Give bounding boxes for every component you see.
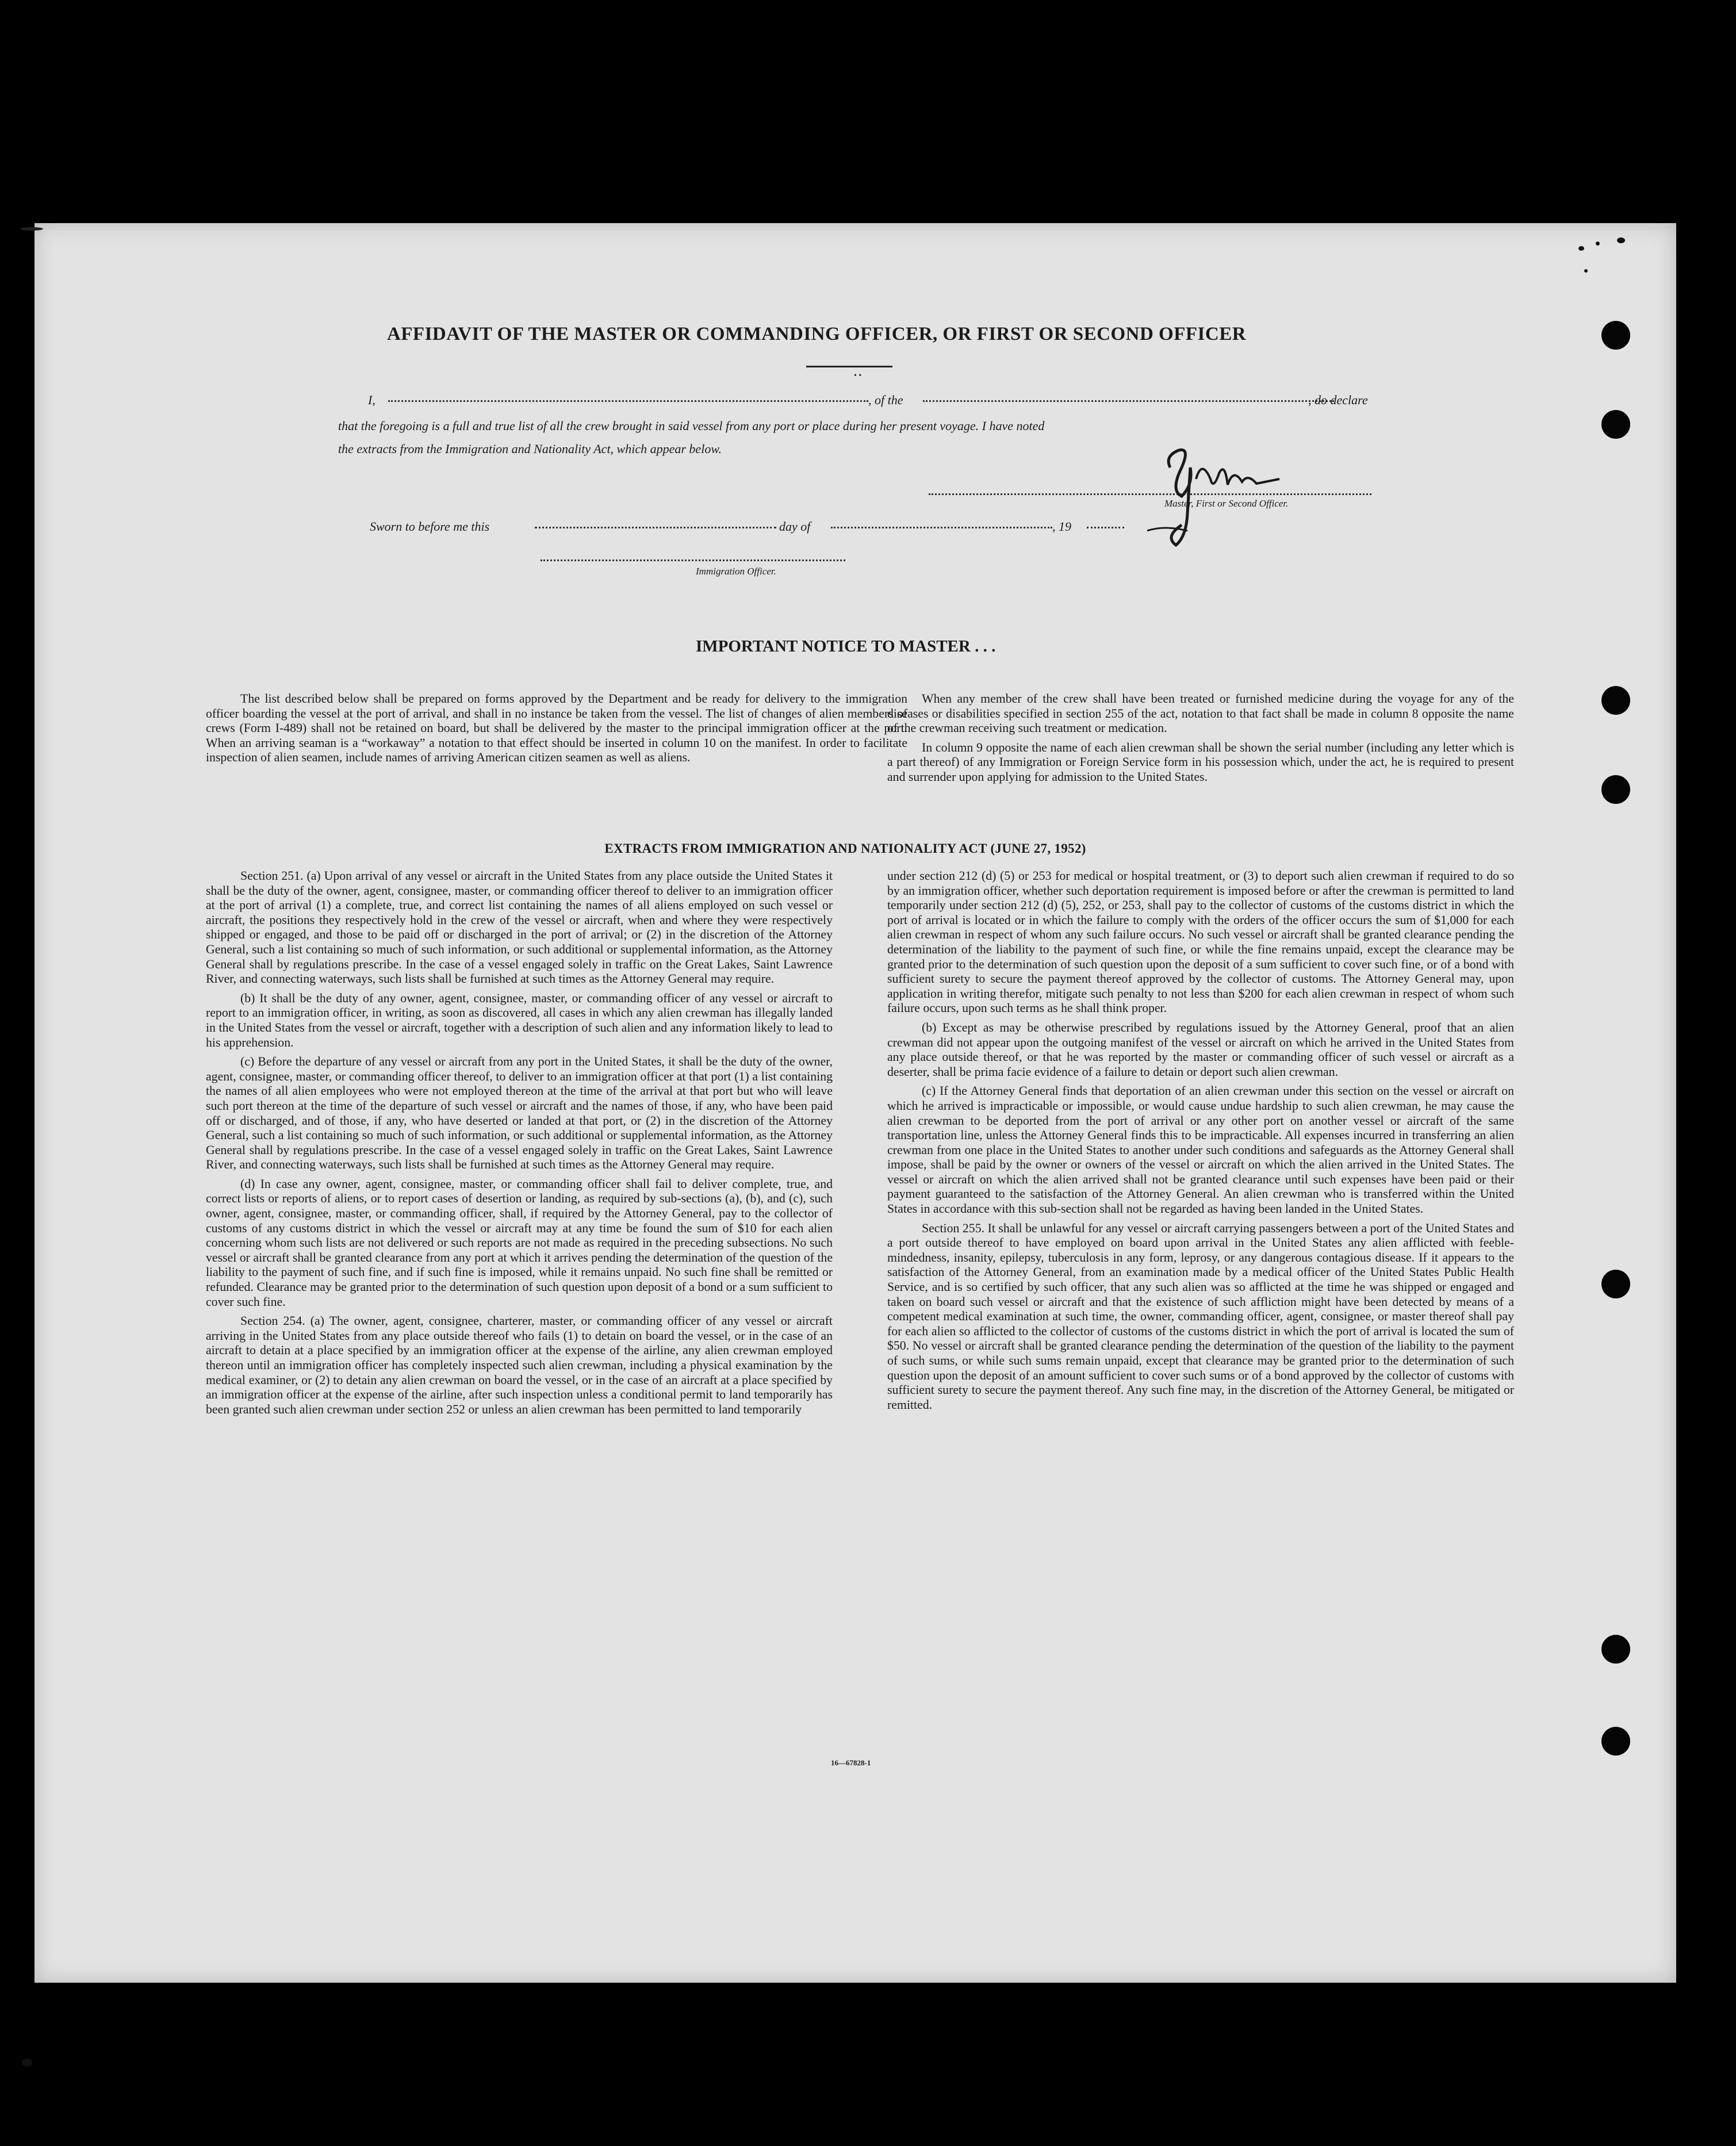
section-254-a-continued: under section 212 (d) (5) or 253 for medical or hospital treatment, or (3) to deport such alien crewman if required to do so by an immigration officer, whether such deportation requirement is imposed before or after the crewman is permitted to land temporarily under section 212 (d) (5), 252, or 253, shall pay to the collector of customs of the customs district in which the port of arrival is located or in which the failure to comply with the orders of the officer occurs the sum of $1,000 for each alien crewman in respect of whom any such failure occurs. No such vessel or aircraft shall be granted clearance pending the determination of the liability to the payment of such fine, or while the fine remains unpaid, except the clearance may be granted prior to the determination of such question upon the deposit of a sum sufficient to cover such fine, or of a bond with sufficient surety to secure the payment thereof approved by the collector of customs. The Attorney General may, upon application in writing therefor, mitigate such penalty to not less than $200 for each alien crewman in respect of whom such failure occurs, upon such terms as he shall think proper. <box>887 869 1514 1015</box>
punch-hole <box>1601 321 1630 350</box>
notice-right-paragraph-1: When any member of the crew shall have been treated or furnished medicine during the voyage for any of the diseases or disabilities specified in section 255 of the act, notation to that fact shall be made in column 8 opposite the name of the crewman receiving such treatment or medication. <box>887 692 1514 735</box>
speck <box>1578 246 1584 251</box>
year-label: , 19 <box>1052 519 1071 534</box>
punch-hole <box>1601 1727 1630 1756</box>
punch-hole <box>1601 1270 1630 1298</box>
affidavit-statement-line: that the foregoing is a full and true list of all the crew brought in said vessel from any port or place during her present voyage. I have noted <box>338 419 1045 433</box>
immigration-officer-label: Immigration Officer. <box>696 566 776 577</box>
punch-hole <box>1601 410 1630 439</box>
affidavit-title: AFFIDAVIT OF THE MASTER OR COMMANDING OFFICER, OR FIRST OR SECOND OFFICER <box>386 324 1247 344</box>
name-blank[interactable] <box>388 400 868 402</box>
section-255: Section 255. It shall be unlawful for any vessel or aircraft carrying passengers between a port of the United States and a port outside thereof to have employed on board upon arrival in the United States any alien afflicted with feeble-mindedness, insanity, epilepsy, tuberculosis in any form, leprosy, or any dangerous contagious disease. If it appears to the satisfaction of the Attorney General, from an examination made by a medical officer of the United States Public Health Service, and is so certified by such officer, that any such alien was so afflicted at the time he was shipped or engaged and taken on board such vessel or aircraft and that the existence of such affliction might have been detected by means of a competent medical examination at such time, the owner, commanding officer, agent, consignee, or master thereof shall pay for each alien so afflicted to the collector of customs of the customs district in which the port of arrival is located the sum of $50. No vessel or aircraft shall be granted clearance pending the determination of the question of the liability to the payment of such sums, or while such sums remain unpaid, except that clearance may be granted prior to the determination of such question upon the deposit of an amount sufficient to cover such sums or of a bond approved by the collector of customs with sufficient surety to secure the payment thereof. Any such fine may, in the discretion of the Attorney General, be mitigated or remitted. <box>887 1221 1514 1412</box>
day-of-label: day of <box>779 519 811 534</box>
section-251-a: Section 251. (a) Upon arrival of any vessel or aircraft in the United States from any place outside the United States it shall be the duty of the owner, agent, consignee, master, or commanding officer thereof to deliver to an immigration officer at the port of arrival (1) a complete, true, and correct list containing the names of all aliens employed on such vessel or aircraft, the positions they respectively hold in the crew of the vessel or aircraft, when and where they were respectively shipped or engaged, and those to be paid off or discharged in the port of arrival; or (2) in the discretion of the Attorney General, such a list containing so much of such information, or such additional or supplemental information, as the Attorney General shall by regulations prescribe. In the case of a vessel engaged solely in traffic on the Great Lakes, Saint Lawrence River, and connecting waterways, such lists shall be furnished at such times as the Attorney General may require. <box>206 869 833 986</box>
vessel-blank[interactable] <box>923 400 1334 402</box>
speck <box>1584 269 1588 273</box>
extracts-title: EXTRACTS FROM IMMIGRATION AND NATIONALITY ACT (JUNE 27, 1952) <box>604 841 1086 856</box>
extracts-left-column <box>206 869 833 1421</box>
notice-right-column <box>887 692 1514 790</box>
section-254-b: (b) Except as may be otherwise prescribed by regulations issued by the Attorney General, proof that an alien crewman did not appear upon the outgoing manifest of the vessel or aircraft on which he arrived in the United States from any place outside thereof, or that he was reported by the master or commanding officer of such vessel or aircraft as a deserter, shall be prima facie evidence of a failure to detain or deport such alien crewman. <box>887 1020 1514 1079</box>
immigration-officer-signature-line[interactable] <box>541 560 845 561</box>
title-rule <box>806 366 892 367</box>
notice-left-column <box>206 692 907 770</box>
form-code: 16—67828-1 <box>831 1758 871 1767</box>
speck <box>1617 237 1625 243</box>
notice-left-paragraph: The list described below shall be prepared on forms approved by the Department and be ready for delivery to the immigration officer boarding the vessel at the port of arrival, and shall in no instance be taken from the vessel. The list of changes of alien members of crews (Form I-489) shall not be retained on board, but shall be delivered by the master to the principal immigration officer at the port. When an arriving seaman is a “workaway” a notation to that effect should be inserted in column 10 on the manifest. In order to facilitate inspection of alien seamen, include names of arriving American citizen seamen as well as aliens. <box>206 692 907 765</box>
notice-title: IMPORTANT NOTICE TO MASTER . . . <box>696 637 996 656</box>
punch-hole <box>1601 775 1630 804</box>
speck <box>1596 242 1600 246</box>
section-251-c: (c) Before the departure of any vessel or aircraft from any port in the United States, it shall be the duty of the owner, agent, consignee, master, or commanding officer thereof, to deliver to an immigration officer at that port (1) a list containing the names of all alien employees who were not employed thereon at the time of the arrival at that port but who will leave such port thereon at the time of the departure of such vessel or aircraft and the names of those, if any, who have been paid off or discharged, and of those, if any, who have deserted or landed at that port, or (2) in the discretion of the Attorney General, such a list containing so much of such information, or such additional or supplemental information, as the Attorney General shall by regulations prescribe. In the case of a vessel engaged solely in traffic on the Great Lakes, Saint Lawrence River, and connecting waterways, such lists shall be furnished at such times as the Attorney General may require. <box>206 1055 833 1172</box>
punch-hole <box>1601 686 1630 715</box>
section-251-d: (d) In case any owner, agent, consignee, master, or commanding officer shall fail to deliver complete, true, and correct lists or reports of aliens, or to report cases of desertion or landing, as required by sub-sections (a), (b), and (c), such owner, agent, consignee, master, or commanding officer, shall, if required by the Attorney General, pay to the collector of customs of any customs district in which the vessel or aircraft may at any time be found the sum of $10 for each alien concerning whom such lists are not delivered or such reports are not made as required in the preceding subsections. No such vessel or aircraft shall be granted clearance from any port at which it arrives pending the determination of the question of the liability to the payment of such fine, and if such fine is imposed, while it remains unpaid. No such fine shall be remitted or refunded. Clearance may be granted prior to the determination of such question upon deposit of a bond or a sum sufficient to cover such fine. <box>206 1177 833 1309</box>
affidavit-statement-line-2: the extracts from the Immigration and Nationality Act, which appear below. <box>338 442 722 456</box>
title-dots: • • <box>854 371 862 380</box>
extracts-right-column <box>887 869 1514 1417</box>
do-declare-label: , do declare <box>1308 393 1368 407</box>
sworn-day-blank[interactable] <box>535 527 776 528</box>
section-254-c: (c) If the Attorney General finds that deportation of an alien crewman under this section on the vessel or aircraft on which he arrived is impracticable or impossible, or would cause undue hardship to such alien crewman, he may cause the alien crewman to be deported from the port of arrival or any other port on another vessel or aircraft of the same transportation line, unless the Attorney General finds this to be impracticable. All expenses incurred in transferring an alien crewman from one place in the United States to another under such conditions and safeguards as the Attorney General shall impose, shall be paid by the owner or owners of the vessel or aircraft on which the alien arrived in the United States. The vessel or aircraft on which the alien arrived shall not be granted clearance until such expenses have been paid or their payment guaranteed to the satisfaction of the Attorney General. An alien crewman who is transferred within the United States in accordance with this sub-section shall not be regarded as having been landed in the United States. <box>887 1084 1514 1216</box>
of-the-label: , of the <box>868 393 903 407</box>
master-officer-label: Master, First or Second Officer. <box>1164 498 1289 509</box>
sworn-year-blank[interactable] <box>1087 527 1124 528</box>
sworn-label: Sworn to before me this <box>370 519 490 534</box>
affidavit-i-label: I, <box>368 393 375 407</box>
corner-mark <box>22 2059 32 2067</box>
sworn-month-blank[interactable] <box>831 527 1052 528</box>
notice-right-paragraph-2: In column 9 opposite the name of each alien crewman shall be shown the serial number (including any letter which is a part thereof) of any Immigration or Foreign Service form in his possession which, under the act, he is required to present and surrender upon applying for admission to the United States. <box>887 740 1514 784</box>
section-251-b: (b) It shall be the duty of any owner, agent, consignee, master, or commanding officer of any vessel or aircraft to report to an immigration officer, in writing, as soon as discovered, all cases in which any alien crewman has illegally landed in the United States from the vessel or aircraft, together with a description of such alien and any information likely to lead to his apprehension. <box>206 991 833 1049</box>
section-254-a: Section 254. (a) The owner, agent, consignee, charterer, master, or commanding officer of any vessel or aircraft arriving in the United States from any place outside thereof who fails (1) to detain on board the vessel, or in the case of an aircraft to detain at a place specified by an immigration officer at the expense of the airline, any alien crewman employed thereon until an immigration officer has completely inspected such alien crewman, including a physical examination by the medical examiner, or (2) to detain any alien crewman on board the vessel, or in the case of an aircraft at a place specified by an immigration officer at the expense of the airline, after such inspection unless a conditional permit to land temporarily has been granted such alien crewman under section 252 or unless an alien crewman has been permitted to land temporarily <box>206 1314 833 1416</box>
document-page <box>35 223 1676 1983</box>
corner-mark <box>20 227 43 231</box>
punch-hole <box>1601 1635 1630 1664</box>
